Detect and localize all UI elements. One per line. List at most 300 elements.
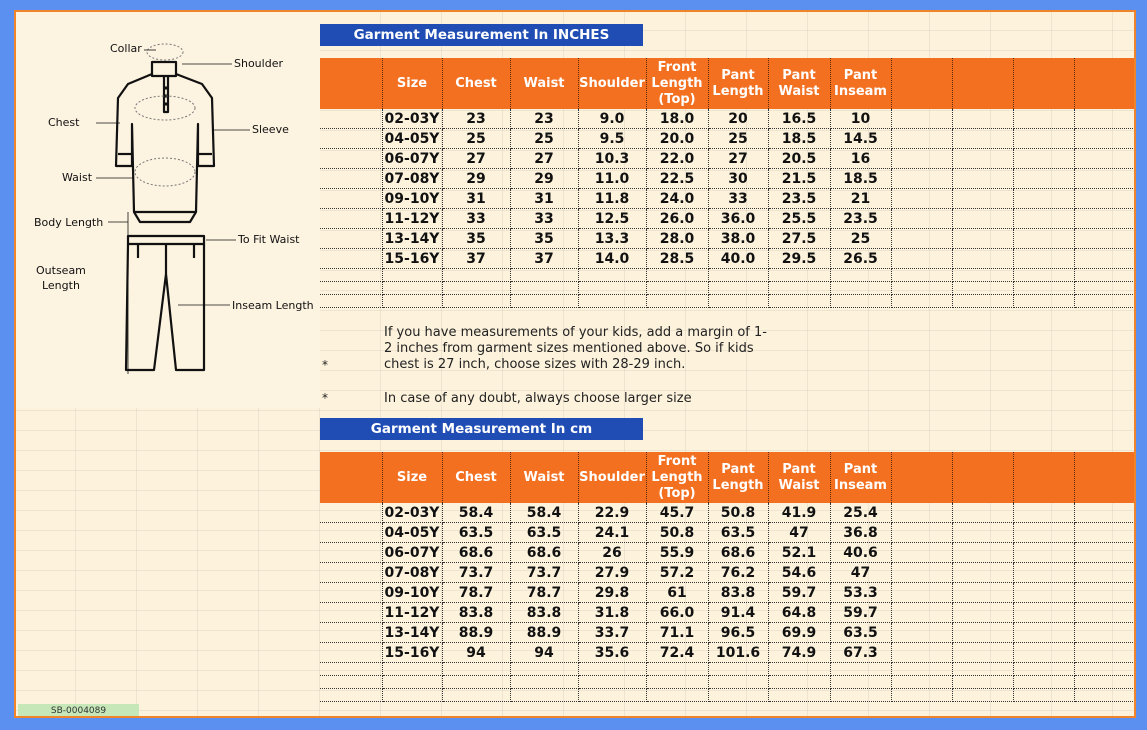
empty-cell: [442, 689, 510, 702]
empty-cell: [320, 269, 382, 282]
empty-cell: [320, 689, 382, 702]
empty-cell: [382, 663, 442, 676]
empty-cell: [768, 676, 830, 689]
empty-cell: [1074, 503, 1136, 523]
empty-cell: [578, 663, 646, 676]
size-cell: 11-12Y: [382, 209, 442, 229]
to-fit-waist-label: To Fit Waist: [238, 233, 300, 246]
empty-cell: [768, 689, 830, 702]
value-cell: 33.7: [578, 623, 646, 643]
value-cell: 29.5: [768, 249, 830, 269]
table-row: [320, 583, 1136, 603]
size-cell: 04-05Y: [382, 129, 442, 149]
table-row: [320, 563, 1136, 583]
empty-cell: [1074, 603, 1136, 623]
row-spacer: [320, 643, 382, 663]
column-header: Size: [382, 58, 442, 109]
empty-cell: [1074, 169, 1136, 189]
empty-cell: [1013, 583, 1074, 603]
value-cell: 101.6: [708, 643, 768, 663]
row-spacer: [320, 543, 382, 563]
row-spacer: [320, 149, 382, 169]
empty-cell: [768, 269, 830, 282]
column-header: Shoulder: [578, 452, 646, 503]
empty-cell: [1013, 229, 1074, 249]
empty-cell: [891, 623, 952, 643]
cm-table-title: Garment Measurement In cm: [320, 418, 643, 440]
value-cell: 29: [442, 169, 510, 189]
value-cell: 83.8: [442, 603, 510, 623]
empty-cell: [510, 269, 578, 282]
value-cell: 14.0: [578, 249, 646, 269]
value-cell: 11.8: [578, 189, 646, 209]
empty-cell: [1074, 129, 1136, 149]
value-cell: 20: [708, 109, 768, 129]
value-cell: 31: [510, 189, 578, 209]
value-cell: 78.7: [442, 583, 510, 603]
empty-cell: [952, 169, 1013, 189]
size-cell: 07-08Y: [382, 563, 442, 583]
header-empty: [891, 58, 952, 109]
empty-cell: [952, 676, 1013, 689]
value-cell: 53.3: [830, 583, 891, 603]
empty-cell: [320, 295, 382, 308]
empty-cell: [578, 269, 646, 282]
note-2-text: In case of any doubt, always choose larger size: [384, 391, 692, 406]
value-cell: 47: [830, 563, 891, 583]
empty-cell: [1013, 269, 1074, 282]
header-empty: [952, 58, 1013, 109]
value-cell: 36.8: [830, 523, 891, 543]
value-cell: 22.5: [646, 169, 708, 189]
blank-row: [320, 269, 1136, 282]
empty-cell: [952, 563, 1013, 583]
empty-cell: [952, 543, 1013, 563]
value-cell: 31: [442, 189, 510, 209]
row-spacer: [320, 229, 382, 249]
value-cell: 30: [708, 169, 768, 189]
column-header: Waist: [510, 58, 578, 109]
value-cell: 68.6: [510, 543, 578, 563]
empty-cell: [1013, 663, 1074, 676]
empty-cell: [1074, 523, 1136, 543]
empty-cell: [320, 663, 382, 676]
empty-cell: [1074, 282, 1136, 295]
empty-cell: [578, 282, 646, 295]
value-cell: 76.2: [708, 563, 768, 583]
empty-cell: [891, 249, 952, 269]
empty-cell: [1013, 169, 1074, 189]
value-cell: 40.0: [708, 249, 768, 269]
size-cell: 13-14Y: [382, 229, 442, 249]
empty-cell: [708, 269, 768, 282]
size-cell: 07-08Y: [382, 169, 442, 189]
empty-cell: [891, 209, 952, 229]
empty-cell: [1013, 109, 1074, 129]
size-cell: 06-07Y: [382, 543, 442, 563]
value-cell: 71.1: [646, 623, 708, 643]
header-spacer: [320, 452, 382, 503]
empty-cell: [952, 209, 1013, 229]
empty-cell: [320, 282, 382, 295]
value-cell: 23.5: [768, 189, 830, 209]
value-cell: 68.6: [442, 543, 510, 563]
empty-cell: [952, 269, 1013, 282]
empty-cell: [1013, 623, 1074, 643]
empty-cell: [768, 282, 830, 295]
empty-cell: [952, 623, 1013, 643]
value-cell: 18.0: [646, 109, 708, 129]
value-cell: 25: [708, 129, 768, 149]
column-header: Size: [382, 452, 442, 503]
row-spacer: [320, 603, 382, 623]
spreadsheet-sheet: [14, 10, 1136, 718]
value-cell: 94: [510, 643, 578, 663]
column-header: Front Length (Top): [646, 452, 708, 503]
value-cell: 57.2: [646, 563, 708, 583]
row-spacer: [320, 563, 382, 583]
size-cell: 06-07Y: [382, 149, 442, 169]
value-cell: 22.9: [578, 503, 646, 523]
empty-cell: [382, 269, 442, 282]
value-cell: 37: [510, 249, 578, 269]
header-row: [320, 58, 1136, 109]
value-cell: 13.3: [578, 229, 646, 249]
empty-cell: [952, 109, 1013, 129]
empty-cell: [830, 282, 891, 295]
empty-cell: [1013, 603, 1074, 623]
value-cell: 54.6: [768, 563, 830, 583]
header-empty: [952, 452, 1013, 503]
value-cell: 11.0: [578, 169, 646, 189]
row-spacer: [320, 583, 382, 603]
empty-cell: [646, 663, 708, 676]
value-cell: 27.5: [768, 229, 830, 249]
empty-cell: [442, 282, 510, 295]
empty-cell: [442, 295, 510, 308]
value-cell: 33: [510, 209, 578, 229]
empty-cell: [1074, 189, 1136, 209]
value-cell: 33: [442, 209, 510, 229]
empty-cell: [708, 689, 768, 702]
empty-cell: [646, 282, 708, 295]
value-cell: 20.5: [768, 149, 830, 169]
sleeve-label: Sleeve: [252, 123, 289, 136]
size-cell: 02-03Y: [382, 109, 442, 129]
size-cell: 02-03Y: [382, 503, 442, 523]
empty-cell: [1013, 149, 1074, 169]
empty-cell: [382, 295, 442, 308]
inches-table-title: Garment Measurement In INCHES: [320, 24, 643, 46]
empty-cell: [1074, 295, 1136, 308]
empty-cell: [830, 689, 891, 702]
value-cell: 25.5: [768, 209, 830, 229]
value-cell: 28.5: [646, 249, 708, 269]
value-cell: 83.8: [708, 583, 768, 603]
blank-row: [320, 663, 1136, 676]
empty-cell: [1013, 523, 1074, 543]
value-cell: 73.7: [510, 563, 578, 583]
outseam-length-label: Outseam Length: [36, 264, 86, 292]
value-cell: 63.5: [510, 523, 578, 543]
value-cell: 35: [442, 229, 510, 249]
empty-cell: [1013, 295, 1074, 308]
header-empty: [1013, 452, 1074, 503]
empty-cell: [1074, 563, 1136, 583]
table-row: [320, 249, 1136, 269]
table-row: [320, 229, 1136, 249]
table-row: [320, 523, 1136, 543]
header-spacer: [320, 58, 382, 109]
value-cell: 41.9: [768, 503, 830, 523]
note-1-star: *: [322, 358, 328, 372]
garment-diagram-area: [16, 12, 320, 408]
empty-cell: [952, 249, 1013, 269]
empty-cell: [1074, 269, 1136, 282]
row-spacer: [320, 503, 382, 523]
chest-label: Chest: [48, 116, 80, 129]
column-header: Front Length (Top): [646, 58, 708, 109]
empty-cell: [891, 189, 952, 209]
value-cell: 66.0: [646, 603, 708, 623]
empty-cell: [510, 663, 578, 676]
value-cell: 69.9: [768, 623, 830, 643]
value-cell: 27: [510, 149, 578, 169]
value-cell: 9.0: [578, 109, 646, 129]
empty-cell: [578, 689, 646, 702]
size-cell: 04-05Y: [382, 523, 442, 543]
value-cell: 27: [442, 149, 510, 169]
empty-cell: [1013, 689, 1074, 702]
empty-cell: [891, 149, 952, 169]
empty-cell: [708, 676, 768, 689]
column-header: Pant Length: [708, 452, 768, 503]
kurta-pajama-diagram: [16, 12, 320, 408]
value-cell: 16.5: [768, 109, 830, 129]
empty-cell: [891, 583, 952, 603]
value-cell: 45.7: [646, 503, 708, 523]
table-row: [320, 543, 1136, 563]
empty-cell: [1074, 149, 1136, 169]
value-cell: 27.9: [578, 563, 646, 583]
cm-size-table: [320, 452, 1136, 702]
header-empty: [1013, 58, 1074, 109]
row-spacer: [320, 249, 382, 269]
value-cell: 24.0: [646, 189, 708, 209]
empty-cell: [952, 503, 1013, 523]
empty-cell: [708, 282, 768, 295]
empty-cell: [442, 676, 510, 689]
empty-cell: [891, 129, 952, 149]
blank-row: [320, 282, 1136, 295]
column-header: Pant Waist: [768, 452, 830, 503]
empty-cell: [382, 282, 442, 295]
empty-cell: [891, 269, 952, 282]
empty-cell: [768, 663, 830, 676]
value-cell: 27: [708, 149, 768, 169]
empty-cell: [1074, 663, 1136, 676]
row-spacer: [320, 209, 382, 229]
empty-cell: [1074, 249, 1136, 269]
empty-cell: [891, 282, 952, 295]
row-spacer: [320, 523, 382, 543]
empty-cell: [830, 295, 891, 308]
empty-cell: [891, 643, 952, 663]
empty-cell: [646, 689, 708, 702]
value-cell: 96.5: [708, 623, 768, 643]
empty-cell: [1074, 543, 1136, 563]
empty-cell: [510, 282, 578, 295]
inches-size-table: [320, 58, 1136, 308]
value-cell: 63.5: [442, 523, 510, 543]
empty-cell: [1074, 209, 1136, 229]
inseam-length-label: Inseam Length: [232, 299, 314, 312]
sku-code-badge: SB-0004089: [18, 704, 139, 718]
empty-cell: [891, 169, 952, 189]
value-cell: 63.5: [830, 623, 891, 643]
table-row: [320, 169, 1136, 189]
empty-cell: [952, 282, 1013, 295]
value-cell: 21: [830, 189, 891, 209]
value-cell: 47: [768, 523, 830, 543]
empty-cell: [891, 229, 952, 249]
empty-cell: [1074, 229, 1136, 249]
empty-cell: [1013, 643, 1074, 663]
empty-cell: [952, 189, 1013, 209]
blank-row: [320, 676, 1136, 689]
header-empty: [1074, 452, 1136, 503]
value-cell: 18.5: [830, 169, 891, 189]
empty-cell: [768, 295, 830, 308]
empty-cell: [510, 295, 578, 308]
value-cell: 37: [442, 249, 510, 269]
empty-cell: [1074, 109, 1136, 129]
empty-cell: [382, 689, 442, 702]
value-cell: 24.1: [578, 523, 646, 543]
value-cell: 83.8: [510, 603, 578, 623]
value-cell: 26.0: [646, 209, 708, 229]
header-empty: [891, 452, 952, 503]
value-cell: 88.9: [442, 623, 510, 643]
empty-cell: [442, 663, 510, 676]
table-row: [320, 129, 1136, 149]
column-header: Pant Waist: [768, 58, 830, 109]
empty-cell: [952, 603, 1013, 623]
column-header: Chest: [442, 452, 510, 503]
value-cell: 21.5: [768, 169, 830, 189]
value-cell: 50.8: [646, 523, 708, 543]
value-cell: 25: [442, 129, 510, 149]
empty-cell: [830, 663, 891, 676]
empty-cell: [891, 563, 952, 583]
value-cell: 25: [830, 229, 891, 249]
empty-cell: [708, 295, 768, 308]
empty-cell: [952, 149, 1013, 169]
empty-cell: [510, 689, 578, 702]
empty-cell: [952, 689, 1013, 702]
waist-label: Waist: [62, 171, 93, 184]
empty-cell: [952, 129, 1013, 149]
table-row: [320, 623, 1136, 643]
note-2-star: *: [322, 391, 328, 405]
empty-cell: [320, 676, 382, 689]
value-cell: 31.8: [578, 603, 646, 623]
value-cell: 28.0: [646, 229, 708, 249]
column-header: Shoulder: [578, 58, 646, 109]
value-cell: 50.8: [708, 503, 768, 523]
value-cell: 29.8: [578, 583, 646, 603]
value-cell: 26.5: [830, 249, 891, 269]
size-cell: 11-12Y: [382, 603, 442, 623]
empty-cell: [442, 269, 510, 282]
empty-cell: [891, 523, 952, 543]
note-1-text: If you have measurements of your kids, add a margin of 1-2 inches from garment sizes mentioned above. So if kids chest is 27 inch, choose sizes with 28-29 inch.: [384, 325, 767, 372]
empty-cell: [510, 676, 578, 689]
value-cell: 78.7: [510, 583, 578, 603]
value-cell: 18.5: [768, 129, 830, 149]
empty-cell: [952, 583, 1013, 603]
value-cell: 33: [708, 189, 768, 209]
empty-cell: [891, 603, 952, 623]
value-cell: 20.0: [646, 129, 708, 149]
shoulder-label: Shoulder: [234, 57, 283, 70]
size-cell: 13-14Y: [382, 623, 442, 643]
empty-cell: [891, 109, 952, 129]
value-cell: 52.1: [768, 543, 830, 563]
column-header: Pant Length: [708, 58, 768, 109]
empty-cell: [891, 543, 952, 563]
table-row: [320, 643, 1136, 663]
value-cell: 67.3: [830, 643, 891, 663]
empty-cell: [891, 663, 952, 676]
table-row: [320, 209, 1136, 229]
value-cell: 16: [830, 149, 891, 169]
blank-row: [320, 295, 1136, 308]
empty-cell: [891, 676, 952, 689]
value-cell: 68.6: [708, 543, 768, 563]
value-cell: 74.9: [768, 643, 830, 663]
empty-cell: [891, 295, 952, 308]
value-cell: 58.4: [442, 503, 510, 523]
value-cell: 73.7: [442, 563, 510, 583]
empty-cell: [952, 295, 1013, 308]
value-cell: 22.0: [646, 149, 708, 169]
size-cell: 09-10Y: [382, 189, 442, 209]
column-header: Pant Inseam: [830, 58, 891, 109]
empty-cell: [952, 229, 1013, 249]
row-spacer: [320, 623, 382, 643]
empty-cell: [1013, 129, 1074, 149]
value-cell: 72.4: [646, 643, 708, 663]
size-cell: 09-10Y: [382, 583, 442, 603]
value-cell: 58.4: [510, 503, 578, 523]
value-cell: 59.7: [830, 603, 891, 623]
empty-cell: [578, 676, 646, 689]
empty-cell: [1013, 563, 1074, 583]
value-cell: 91.4: [708, 603, 768, 623]
row-spacer: [320, 129, 382, 149]
empty-cell: [1074, 583, 1136, 603]
empty-cell: [578, 295, 646, 308]
table-row: [320, 503, 1136, 523]
value-cell: 23.5: [830, 209, 891, 229]
value-cell: 23: [510, 109, 578, 129]
table-row: [320, 149, 1136, 169]
value-cell: 38.0: [708, 229, 768, 249]
empty-cell: [830, 676, 891, 689]
value-cell: 9.5: [578, 129, 646, 149]
empty-cell: [1013, 503, 1074, 523]
